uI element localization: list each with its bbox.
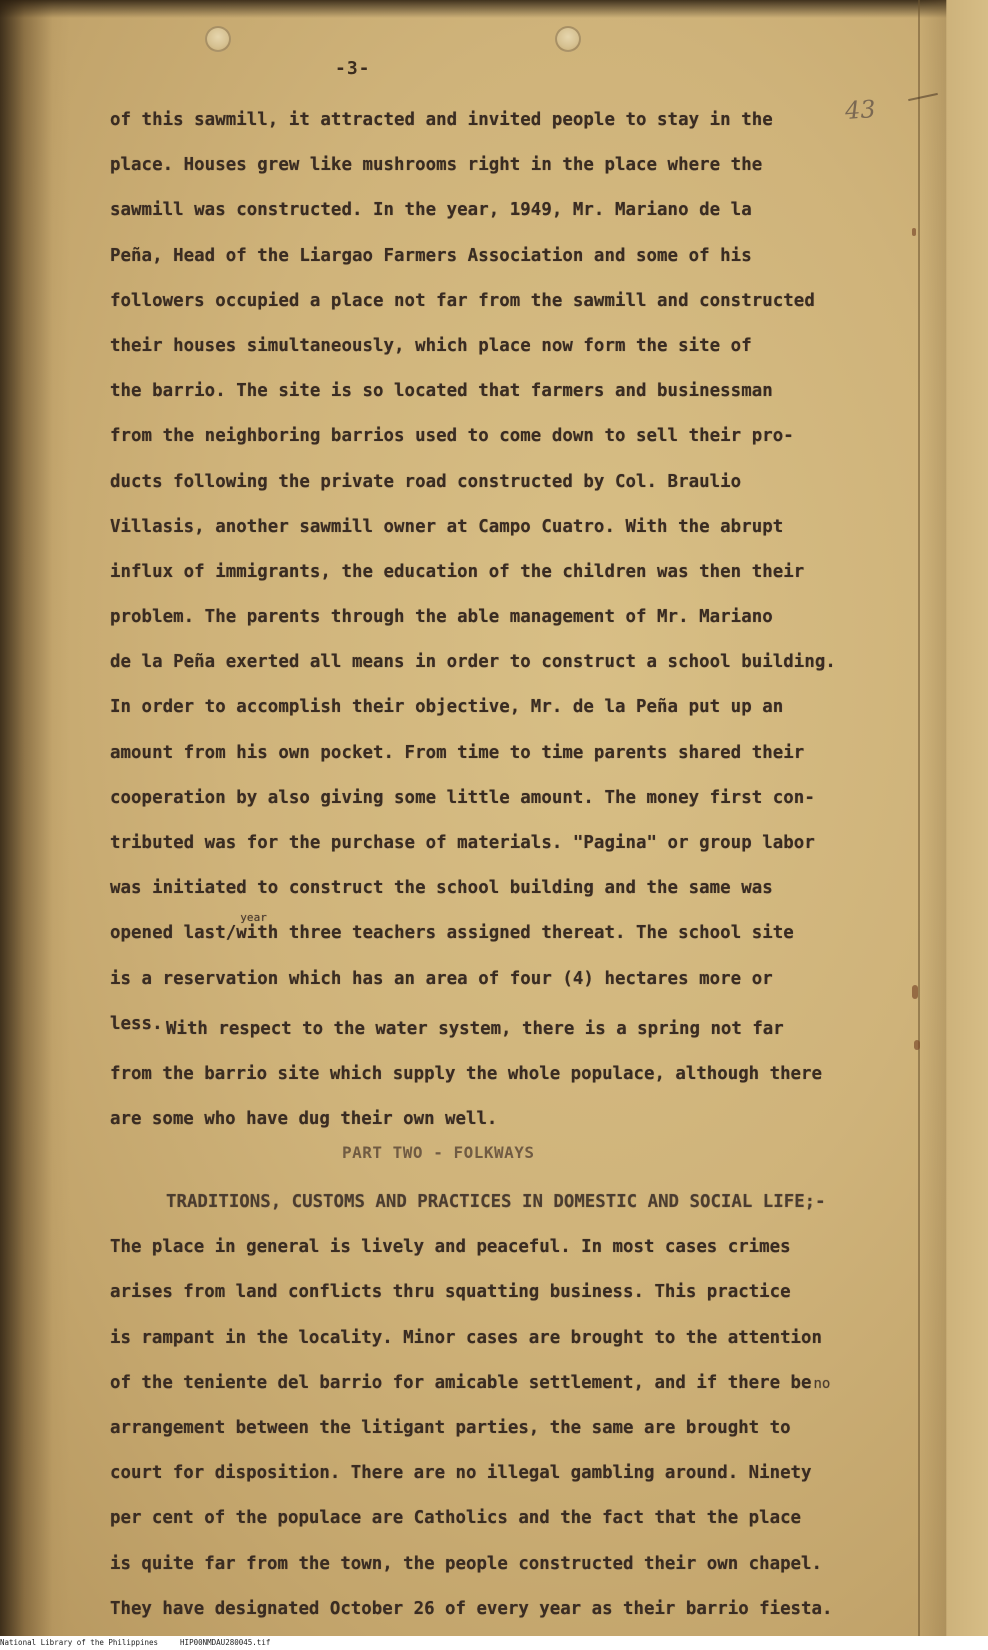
text-line: arrangement between the litigant parties, the same are brought to xyxy=(110,1417,791,1438)
folio-number: 43 xyxy=(844,94,877,126)
text-line: from the neighboring barrios used to come down to sell their pro- xyxy=(110,426,794,447)
text-line: is a reservation which has an area of four (4) hectares more or xyxy=(110,968,773,989)
ink-stain xyxy=(912,985,918,999)
text-line: influx of immigrants, the education of the children was then their xyxy=(110,561,805,582)
text-segment: opened last/ xyxy=(110,923,237,944)
text-line-corrected xyxy=(110,911,880,956)
text-segment: three teachers assigned thereat. The school site xyxy=(278,923,794,944)
text-line: are some who have dug their own well. xyxy=(110,1109,498,1130)
footer-institution: National Library of the Philippines xyxy=(0,1638,159,1647)
text-line-with-insert xyxy=(110,1361,910,1406)
text-line: place. Houses grew like mushrooms right in the place where the xyxy=(110,155,763,176)
text-line: is rampant in the locality. Minor cases are brought to the attention xyxy=(110,1327,822,1348)
struck-word: with xyxy=(236,923,279,944)
text-line: the barrio. The site is so located that farmers and businessman xyxy=(110,381,773,402)
correction xyxy=(236,911,278,956)
text-line: arises from land conflicts thru squatting business. This practice xyxy=(110,1282,791,1303)
text-line: They have designated October 26 of every year as their barrio fiesta. xyxy=(110,1598,833,1619)
section-heading: PART TWO - FOLKWAYS xyxy=(342,1143,535,1162)
punch-hole-left xyxy=(205,26,231,52)
text-line: amount from his own pocket. From time to time parents shared their xyxy=(110,742,805,763)
top-edge-shadow xyxy=(0,0,988,18)
page-number: -3- xyxy=(335,58,371,79)
text-line: TRADITIONS, CUSTOMS AND PRACTICES IN DOMESTIC AND SOCIAL LIFE;- xyxy=(166,1192,826,1212)
text-line: In order to accomplish their objective, Mr. de la Peña put up an xyxy=(110,697,784,718)
text-line: ducts following the private road constructed by Col. Braulio xyxy=(110,471,742,492)
text-line: less. xyxy=(110,1013,163,1034)
text-line: from the barrio site which supply the whole populace, although there xyxy=(110,1064,822,1085)
text-line: sawmill was constructed. In the year, 1949, Mr. Mariano de la xyxy=(110,200,752,221)
text-line: cooperation by also giving some little amount. The money first con- xyxy=(110,787,815,808)
binding-shadow xyxy=(0,0,70,1636)
text-segment: of the teniente del barrio for amicable settlement, and if there be xyxy=(110,1372,812,1393)
text-line: of this sawmill, it attracted and invited people to stay in the xyxy=(110,110,773,130)
text-line: is quite far from the town, the people constructed their own chapel. xyxy=(110,1553,822,1574)
text-line: Villasis, another sawmill owner at Campo Cuatro. With the abrupt xyxy=(110,516,784,537)
paragraph-water-system xyxy=(110,1007,880,1143)
handwritten-insert: year xyxy=(240,911,267,925)
text-line: per cent of the populace are Catholics and the fact that the place xyxy=(110,1508,802,1529)
ink-stain xyxy=(914,1040,920,1050)
right-margin xyxy=(918,0,988,1636)
text-line: was initiated to construct the school building and the same was xyxy=(110,878,773,899)
text-line: Peña, Head of the Liargao Farmers Association and some of his xyxy=(110,245,752,266)
text-line: tributed was for the purchase of materials. "Pagina" or group labor xyxy=(110,833,815,853)
text-line: problem. The parents through the able management of Mr. Mariano xyxy=(110,607,773,628)
text-line: de la Peña exerted all means in order to construct a school building. xyxy=(110,652,836,673)
punch-hole-right xyxy=(555,26,581,52)
ink-stain xyxy=(912,228,916,236)
page-edge-line xyxy=(918,0,920,1636)
text-line: The place in general is lively and peaceful. In most cases crimes xyxy=(110,1237,791,1258)
text-line: court for disposition. There are no illegal gambling around. Ninety xyxy=(110,1463,812,1484)
scan-footer xyxy=(0,1636,988,1650)
handwritten-insert: no xyxy=(813,1375,831,1392)
paragraph-history xyxy=(110,98,880,1047)
text-line: their houses simultaneously, which place now form the site of xyxy=(110,335,752,356)
text-line: With respect to the water system, there is a spring not far xyxy=(166,1019,784,1039)
footer-file-name: HIP00NMDAU280045.tif xyxy=(180,1638,271,1647)
text-line: followers occupied a place not far from the sawmill and constructed xyxy=(110,290,815,311)
paragraph-folkways xyxy=(110,1180,910,1632)
